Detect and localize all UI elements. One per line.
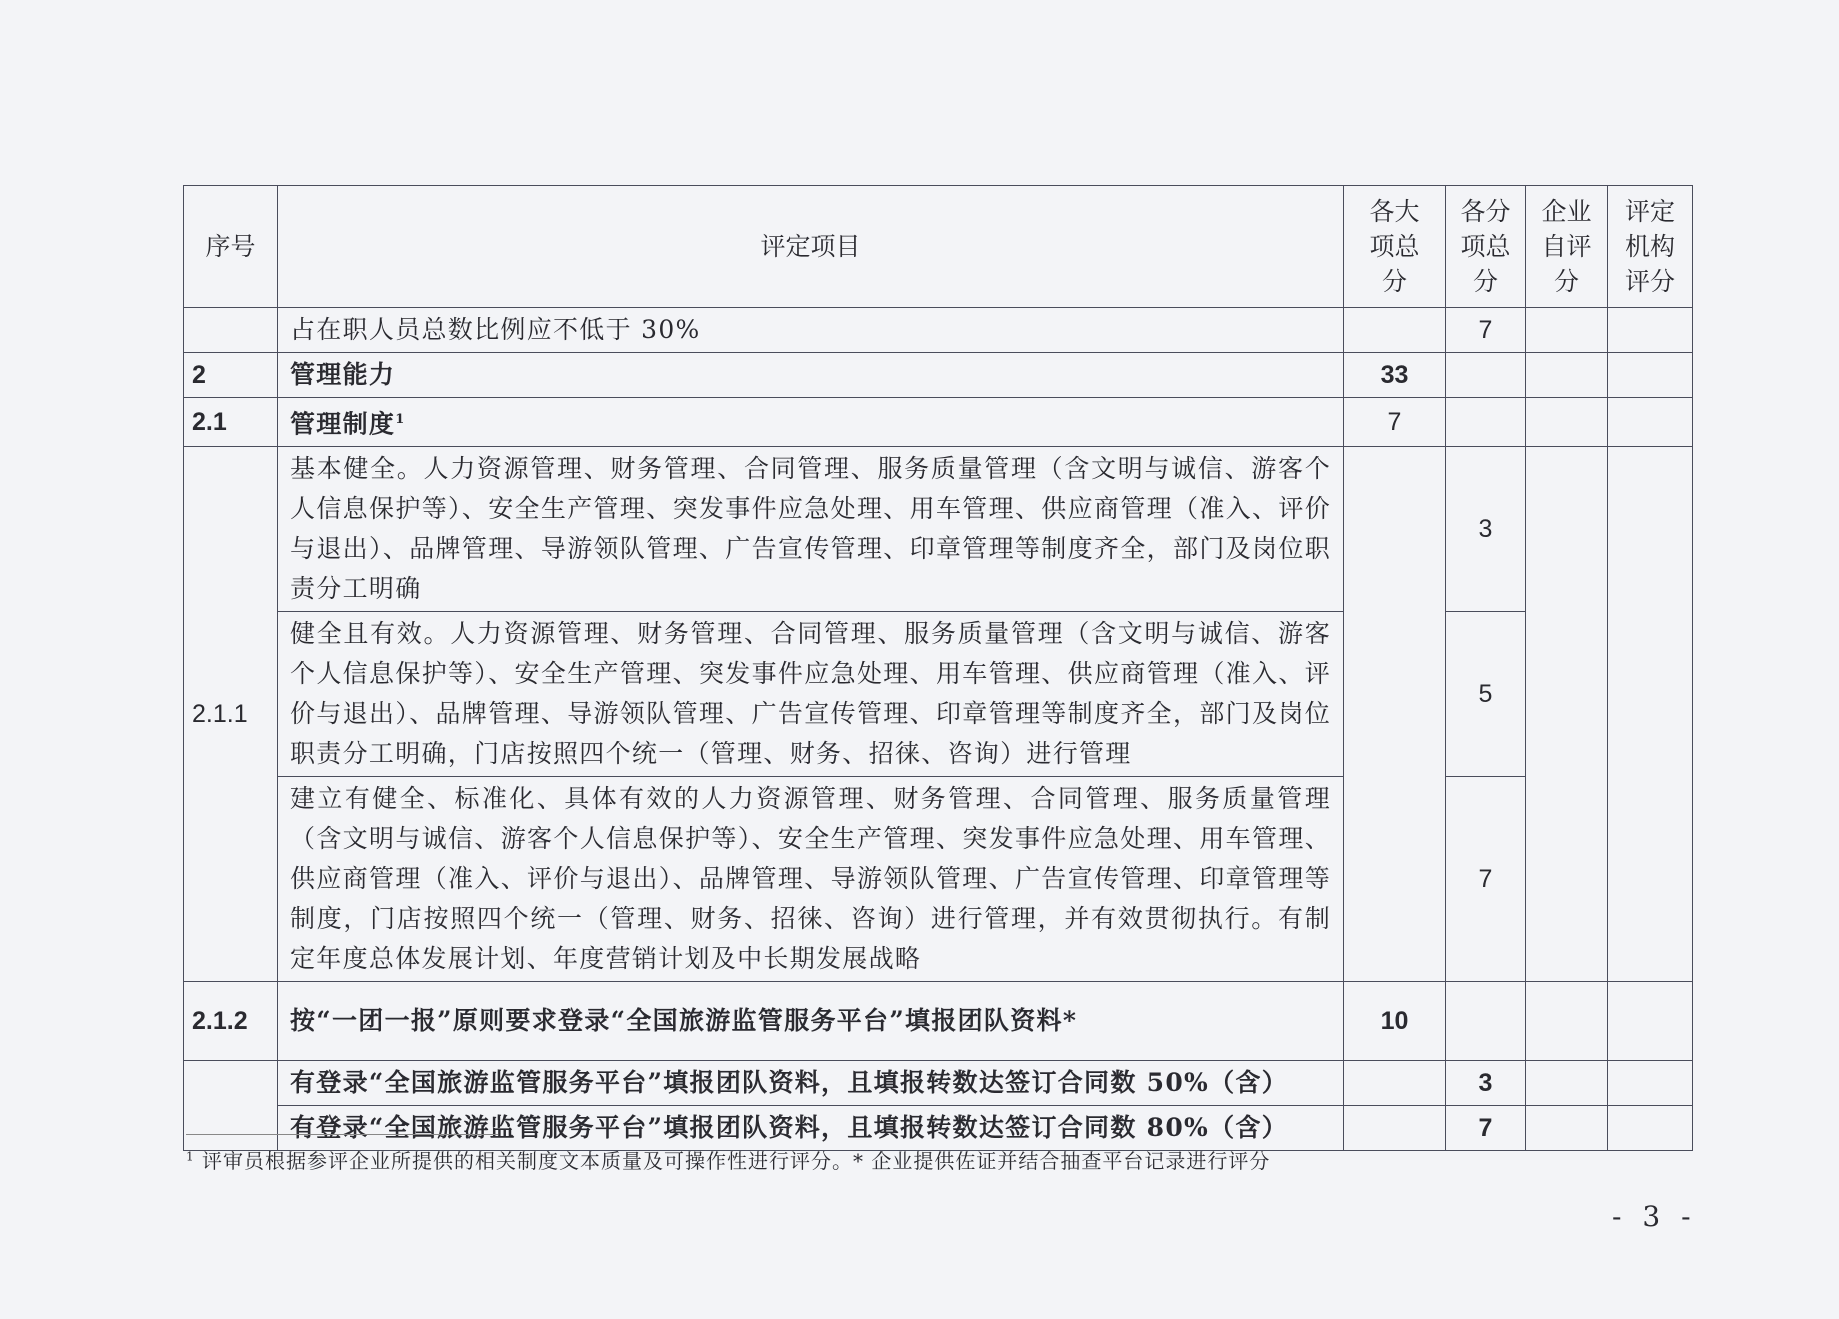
row-major: 33: [1344, 353, 1446, 398]
row-sub: 7: [1446, 777, 1526, 982]
row-major: [1344, 447, 1446, 982]
header-major-total: 各大项总分: [1344, 186, 1446, 308]
row-seq: 2.1: [184, 398, 278, 447]
row-item: 占在职人员总数比例应不低于 30%: [278, 308, 1344, 353]
row-agency-score: [1608, 982, 1693, 1061]
footnote-divider: [186, 1134, 498, 1135]
row-seq: 2.1.2: [184, 982, 278, 1061]
row-self-score: [1526, 398, 1608, 447]
row-item: 健全且有效。人力资源管理、财务管理、合同管理、服务质量管理（含文明与诚信、游客个人信息保护等）、安全生产管理、突发事件应急处理、用车管理、供应商管理（准入、评价与退出）、品牌管理、导游领队管理、广告宣传管理、印章管理等制度齐全，部门及岗位职责分工明确，门店按照四个统一（管理、财务、招徕、咨询）进行管理: [278, 612, 1344, 777]
row-agency-score: [1608, 353, 1693, 398]
row-sub: 3: [1446, 447, 1526, 612]
row-seq: 2: [184, 353, 278, 398]
row-item: 基本健全。人力资源管理、财务管理、合同管理、服务质量管理（含文明与诚信、游客个人信息保护等）、安全生产管理、突发事件应急处理、用车管理、供应商管理（准入、评价与退出）、品牌管理、导游领队管理、广告宣传管理、印章管理等制度齐全，部门及岗位职责分工明确: [278, 447, 1344, 612]
row-item: 建立有健全、标准化、具体有效的人力资源管理、财务管理、合同管理、服务质量管理（含文明与诚信、游客个人信息保护等）、安全生产管理、突发事件应急处理、用车管理、供应商管理（准入、评价与退出）、品牌管理、导游领队管理、广告宣传管理、印章管理等制度，门店按照四个统一（管理、财务、招徕、咨询）进行管理，并有效贯彻执行。有制定年度总体发展计划、年度营销计划及中长期发展战略: [278, 777, 1344, 982]
footnote-text: 评审员根据参评企业所提供的相关制度文本质量及可操作性进行评分。* 企业提供佐证并结合抽查平台记录进行评分: [202, 1149, 1271, 1173]
row-self-score: [1526, 982, 1608, 1061]
table-row: [184, 982, 1693, 1061]
row-seq: [184, 308, 278, 353]
row-self-score: [1526, 1106, 1608, 1151]
evaluation-table: [183, 185, 1693, 1151]
row-major: [1344, 1061, 1446, 1106]
header-self-score: 企业自评分: [1526, 186, 1608, 308]
table-row: [184, 447, 1693, 612]
row-self-score: [1526, 308, 1608, 353]
row-agency-score: [1608, 1106, 1693, 1151]
footnote: [186, 1145, 1270, 1174]
row-agency-score: [1608, 1061, 1693, 1106]
row-agency-score: [1608, 447, 1693, 982]
row-agency-score: [1608, 308, 1693, 353]
header-row: [184, 186, 1693, 308]
header-sub-total: 各分项总分: [1446, 186, 1526, 308]
footnote-mark: 1: [186, 1149, 195, 1164]
row-item: 按“一团一报”原则要求登录“全国旅游监管服务平台”填报团队资料*: [278, 982, 1344, 1061]
row-sub: 7: [1446, 1106, 1526, 1151]
table-row: [184, 612, 1693, 777]
row-seq: 2.1.1: [184, 447, 278, 982]
header-agency-score: 评定机构评分: [1608, 186, 1693, 308]
row-sub: [1446, 982, 1526, 1061]
row-item-text: 管理制度: [290, 409, 396, 439]
row-item: 有登录“全国旅游监管服务平台”填报团队资料，且填报转数达签订合同数 80%（含）: [278, 1106, 1344, 1151]
row-major: 10: [1344, 982, 1446, 1061]
table-row: [184, 353, 1693, 398]
row-sub: 7: [1446, 308, 1526, 353]
row-item: 管理能力: [278, 353, 1344, 398]
table-row: [184, 777, 1693, 982]
row-major: [1344, 1106, 1446, 1151]
row-self-score: [1526, 353, 1608, 398]
row-sub: 5: [1446, 612, 1526, 777]
header-seq: 序号: [184, 186, 278, 308]
row-self-score: [1526, 447, 1608, 982]
table-row: [184, 398, 1693, 447]
table-row: [184, 308, 1693, 353]
row-major: 7: [1344, 398, 1446, 447]
page-number: - 3 -: [1612, 1200, 1697, 1233]
row-major: [1344, 308, 1446, 353]
row-sub: [1446, 398, 1526, 447]
row-sub: [1446, 353, 1526, 398]
row-item: [278, 398, 1344, 447]
row-sub: 3: [1446, 1061, 1526, 1106]
header-item: 评定项目: [278, 186, 1344, 308]
row-seq: [184, 1061, 278, 1151]
table-row: [184, 1061, 1693, 1106]
row-item: 有登录“全国旅游监管服务平台”填报团队资料，且填报转数达签订合同数 50%（含）: [278, 1061, 1344, 1106]
row-self-score: [1526, 1061, 1608, 1106]
row-agency-score: [1608, 398, 1693, 447]
footnote-ref: 1: [395, 412, 406, 427]
